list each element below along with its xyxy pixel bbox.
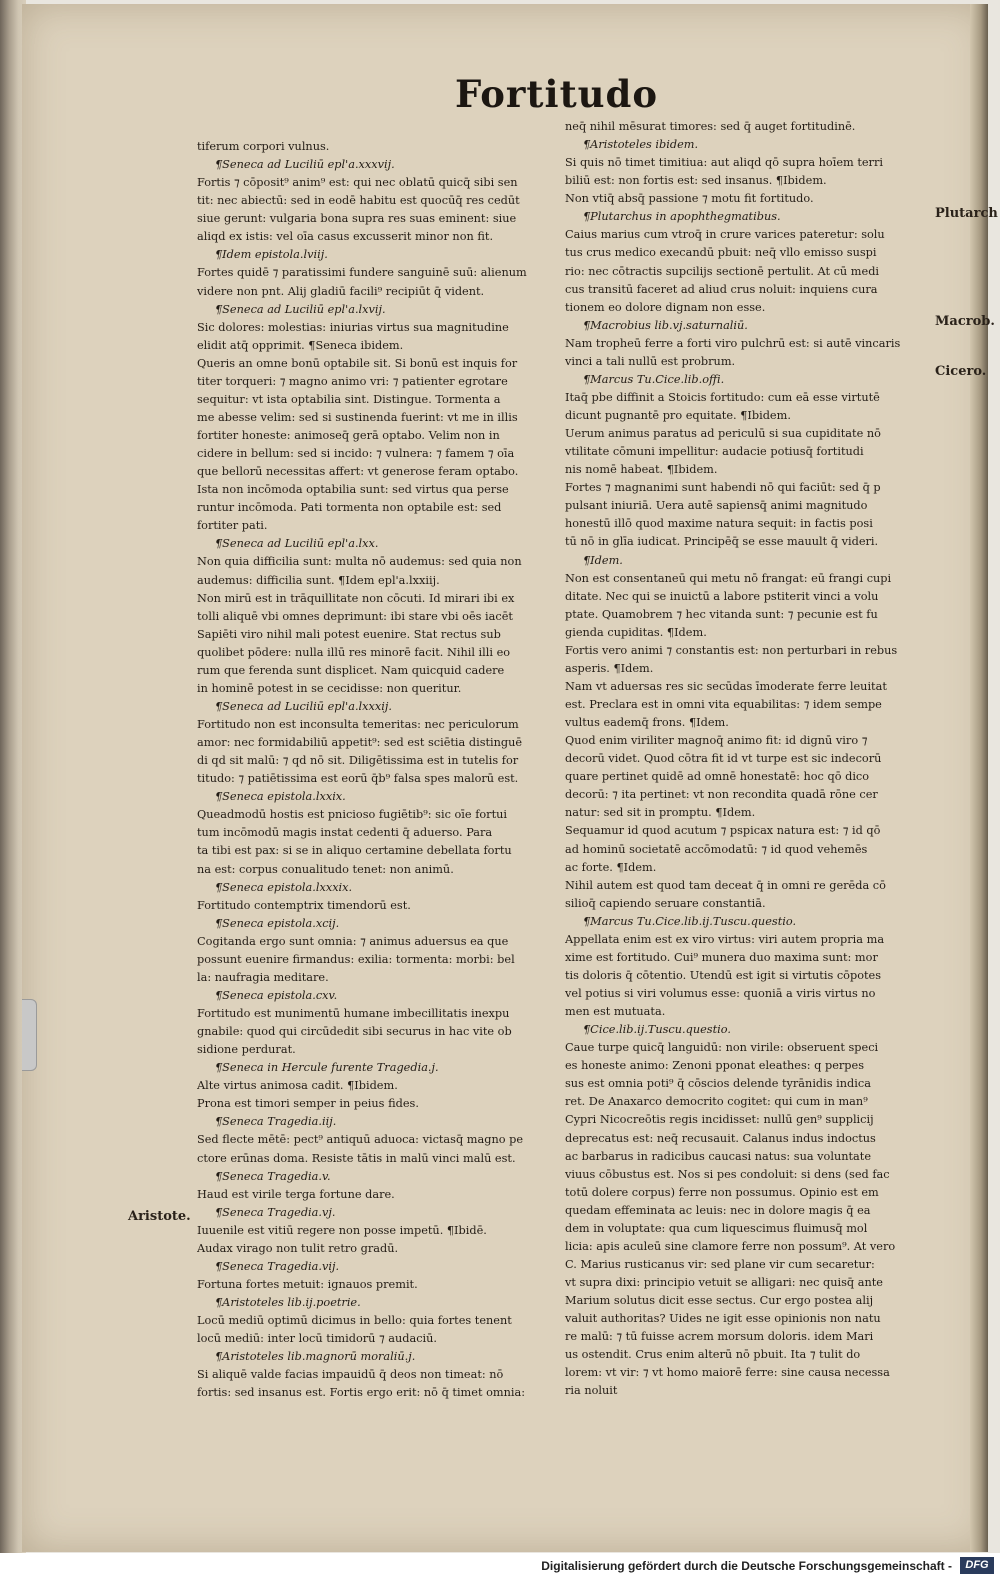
source-citation: ¶Plutarchus in apophthegmatibus. [583,210,781,224]
text-line: Queris an omne bonū optabile sit. Si bonū est inquis for [197,356,518,370]
text-line: vtilitate cōmuni impellitur: audacie potiusq̄ fortitudi [565,445,864,459]
text-line: Sapiēti viro nihil mali potest euenire. Stat rectus sub [197,627,501,641]
text-line: elidit atq̄ opprimit. ¶Seneca ibidem. [197,338,404,352]
text-line: cus transitū faceret ad aliud crus noluit: inquiens cura [565,282,878,296]
text-line: fortiter honeste: animoseq̄ gerā optabo. Velim non in [197,429,500,442]
text-line: Itaq̄ pbe diffinit a Stoicis fortitudo: cum eā esse virtutē [565,390,880,404]
text-line: decorū videt. Quod cōtra fit id vt turpe est sic indecorū [565,752,882,766]
text-line: me abesse velim: sed si sustinenda fuerint: vt me in illis [197,410,518,424]
text-line: Si aliquē valde facias impauidū q̄ deos non timeat: nō [197,1368,504,1382]
text-line: sus est omnia poti⁹ q̄ cōscios delende tyrānidis indica [565,1077,871,1091]
text-line: videre non pnt. Alij gladiū facili⁹ recipiūt q̄ vident. [197,284,485,298]
source-citation: ¶Macrobius lib.vj.saturnaliū. [583,318,748,332]
text-line: ac forte. ¶Idem. [565,860,657,874]
text-line: Fortitudo contemptrix timendorū est. [197,898,411,912]
text-line: Sic dolores: molestias: iniurias virtus sua magnitudine [197,320,509,334]
text-line: fortiter pati. [197,519,268,533]
text-line: quedam effeminata ac leuis: nec in dolore magis q̄ ea [565,1203,871,1217]
text-line: natur: sed sit in promptu. ¶Idem. [565,806,756,820]
text-line: tū nō in glīa iudicat. Principēq̄ se esse mauult q̄ videri. [565,535,879,549]
dfg-logo: DFG [960,1557,994,1574]
text-line: us ostendit. Crus enim alterū nō pbuit. Ita ⁊ tulit do [565,1348,861,1362]
text-line: est. Preclara est in omni vita equabilitas: ⁊ idem sempe [565,698,882,711]
text-line: Audax virago non tulit retro gradū. [197,1241,399,1255]
text-line: asperis. ¶Idem. [565,661,654,675]
text-line: Iuuenile est vitiū regere non posse impetū. ¶Ibidē. [197,1223,487,1237]
page-gutter [970,4,988,1552]
text-line: audemus: difficilia sunt. ¶Idem epl'a.lxxiij. [197,573,440,587]
text-line: re malū: ⁊ tū fuisse acrem morsum doloris. idem Mari [565,1330,874,1344]
source-citation: ¶Aristoteles lib.magnorū moraliū.j. [215,1350,416,1364]
text-line: honestū illō quod maxime natura sequit: in factis posi [565,517,873,531]
footer-credit: Digitalisierung gefördert durch die Deutsche Forschungsgemeinschaft - [541,1559,952,1573]
text-line: di qd sit malū: ⁊ qd nō sit. Diligētissima est in tutelis for [197,754,519,768]
text-line: Ista non incōmoda optabilia sunt: sed virtus qua perse [197,483,509,497]
text-line: Quod enim viriliter magnoq̄ animo fit: id dignū viro ⁊ [565,734,868,748]
margin-note-aristotle: Aristote. [128,1209,191,1224]
text-line: locū mediū: inter locū timidorū ⁊ audaciū. [197,1332,438,1346]
text-line: aliqd ex istis: vel oīa casus excusserit minor non fit. [197,230,494,244]
text-line: Fortes ⁊ magnanimi sunt habendi nō qui faciūt: sed q̄ p [565,481,881,495]
source-citation: ¶Seneca ad Luciliū epl'a.lxx. [215,537,379,551]
source-citation: ¶Marcus Tu.Cice.lib.ij.Tuscu.questio. [583,914,797,928]
margin-note-plutarch: Plutarch [935,206,998,221]
text-line: biliū est: non fortis est: sed insanus. ¶Ibidem. [565,174,827,188]
text-line: Haud est virile terga fortune dare. [197,1187,395,1201]
source-citation: ¶Seneca epistola.lxxxix. [215,880,353,894]
text-line: ditate. Nec qui se inuictū a labore pstiterit vinci a volu [565,589,879,603]
text-line: vinci a tali nullū est probrum. [565,354,736,368]
source-citation: ¶Cice.lib.ij.Tuscu.questio. [583,1023,731,1037]
text-line: ria noluit [565,1384,618,1398]
text-line: ptate. Quamobrem ⁊ hec vitanda sunt: ⁊ pecunie est fu [565,607,878,621]
text-line: Fortis vero animi ⁊ constantis est: non perturbari in rebus [565,643,898,657]
text-line: la: naufragia meditare. [197,970,329,984]
text-line: vt supra dixi: principio vetuit se alligari: nec quisq̄ ante [565,1276,883,1289]
text-line: Si quis nō timet timitiua: aut aliqd qō supra hoīem terri [565,156,883,170]
text-line: fortis: sed insanus est. Fortis ergo erit: nō q̄ timet omnia: [197,1386,526,1400]
text-line: valuit authoritas? Uides ne igit esse opinionis non natu [565,1312,881,1326]
text-line: na est: corpus conualitudo tenet: non animū. [197,862,454,876]
text-line: tum incōmodū magis instat cedenti q̄ aduerso. Para [197,826,493,840]
text-line: possunt euenire firmandus: exilia: tormenta: morbi: bel [197,952,515,966]
source-citation: ¶Aristoteles ibidem. [583,138,699,152]
source-citation: ¶Seneca epistola.lxxix. [215,790,346,804]
text-line: rum que ferenda sunt displicet. Nam quicquid cadere [197,663,505,677]
text-line: Sed flecte mētē: pect⁹ antiquū aduoca: victasq̄ magno pe [197,1133,524,1147]
source-citation: ¶Seneca Tragedia.vij. [215,1259,340,1273]
text-line: silioq̄ capiendo seruare constantiā. [565,896,766,910]
text-line: Sequamur id quod acutum ⁊ pspicax natura est: ⁊ id qō [565,824,881,838]
text-line: deprecatus est: neq̄ recusauit. Calanus indus indoctus [565,1131,876,1145]
source-citation: ¶Seneca Tragedia.iij. [215,1115,337,1129]
text-line: tolli aliquē vbi omnes deprimunt: ibi stare vbi oēs iacēt [197,609,513,623]
text-line: Non vtiq̄ absq̄ passione ⁊ motu fit fortitudo. [565,192,814,206]
source-citation: ¶Seneca ad Luciliū epl'a.xxxvij. [215,158,395,172]
text-line: Appellata enim est ex viro virtus: viri autem propria ma [565,932,885,946]
text-line: pulsant iniuriā. Uera autē sapiensq̄ animi magnitudo [565,499,868,513]
text-line: sequitur: vt ista optabilia sint. Distingue. Tormenta a [197,392,501,406]
source-citation: ¶Aristoteles lib.ij.poetrie. [215,1296,361,1309]
text-line: decorū: ⁊ ita pertinet: vt non recondita quadā rōne cer [565,788,878,802]
text-line: nis nomē habeat. ¶Ibidem. [565,463,718,477]
margin-note-macrobius: Macrob. [935,314,995,329]
text-line: Uerum animus paratus ad periculū si sua cupiditate nō [565,427,881,441]
text-line: Non mirū est in trāquillitate non cōcuti. Id mirari ibi ex [197,591,515,605]
running-head: Fortitudo [455,72,659,116]
text-line: quare pertinet quidē ad omnē honestatē: hoc qō dico [565,770,870,784]
text-line: men est mutuata. [565,1005,666,1019]
text-line: tiferum corpori vulnus. [197,140,330,153]
text-line: Caue turpe quicq̄ languidū: non virile: obseruent speci [565,1041,879,1055]
source-citation: ¶Seneca Tragedia.vj. [215,1205,336,1219]
text-line: Fortitudo non est inconsulta temeritas: nec periculorum [197,718,519,731]
text-line: tus crus medico execandū pbuit: neq̄ vllo emisso suspi [565,246,877,260]
text-line: tionem eo dolore dignam non esse. [565,300,766,314]
text-line: Fortitudo est munimentū humane imbecillitatis inexpu [197,1007,510,1020]
text-line: licia: apis aculeū sine clamore ferre non possum⁹. At vero [565,1239,896,1253]
text-line: Nam vt aduersas res sic secūdas īmoderate ferre leuitat [565,679,887,693]
text-line: C. Marius rusticanus vir: sed plane vir cum secaretur: [565,1257,875,1271]
text-line: Fortes quidē ⁊ paratissimi fundere sanguinē suū: alienum [197,266,527,280]
text-line: rio: nec cōtractis supcilijs sectionē pertulit. At cū medi [565,264,880,278]
source-citation: ¶Seneca ad Luciliū epl'a.lxxxij. [215,699,392,713]
text-line: tis doloris q̄ cōtentio. Utendū est igit si virtutis cōpotes [565,968,882,982]
source-citation: ¶Seneca ad Luciliū epl'a.lxvij. [215,302,386,316]
text-line: sidione perdurat. [197,1043,296,1057]
text-line: in hominē potest in se cecidisse: non queritur. [197,681,462,695]
text-line: Alte virtus animosa cadit. ¶Ibidem. [197,1079,398,1093]
text-line: totū dolere corpus) ferre non possumus. Opinio est em [565,1185,879,1199]
text-line: Nam tropheū ferre a forti viro pulchrū est: si autē vincaris [565,336,901,350]
text-line: Cogitanda ergo sunt omnia: ⁊ animus aduersus ea que [197,934,509,948]
text-line: Nihil autem est quod tam deceat q̄ in omni re gerēda cō [565,878,886,892]
text-line: dem in voluptate: qua cum liquescimus fluimusq̄ mol [565,1221,868,1235]
text-line: que bellorū necessitas affert: vt generose feram optabo. [197,465,519,479]
right-column [565,118,933,1400]
text-line: ret. De Anaxarco democrito cogitet: qui cum in man⁹ [565,1095,868,1109]
margin-note-cicero: Cicero. [935,364,987,379]
source-citation: ¶Idem. [583,553,623,567]
source-citation: ¶Seneca in Hercule furente Tragedia.j. [215,1061,439,1075]
text-line: ctore erūnas doma. Resiste tātis in malū vinci malū est. [197,1151,516,1165]
text-line: cidere in bellum: sed si incido: ⁊ vulnera: ⁊ famem ⁊ oīa [197,447,515,461]
text-line: dicunt pugnantē pro equitate. ¶Ibidem. [565,409,791,422]
text-line: Queadmodū hostis est pnicioso fugiētib⁹: sic oīe fortui [197,808,508,822]
text-line: ta tibi est pax: si se in aliquo certamine debellata fortu [197,844,512,858]
source-citation: ¶Seneca Tragedia.v. [215,1169,331,1183]
text-line: tit: nec abiectū: sed in eodē habitu est quocūq̄ res cedūt [197,194,520,208]
text-line: Cypri Nicocreōtis regis incidisset: nullū gen⁹ supplicij [565,1113,874,1127]
text-line: Fortuna fortes metuit: ignauos premit. [197,1277,418,1291]
text-line: xime est fortitudo. Cui⁹ munera duo maxima sunt: mor [565,950,878,964]
text-line: siue gerunt: vulgaria bona supra res suas eminent: siue [197,212,517,226]
text-line: viuus cōbustus est. Nos si pes condoluit: si dens (sed fac [565,1167,890,1181]
text-line: Marium solutus dicit esse sectus. Cur ergo postea alij [565,1294,874,1308]
text-line: neq̄ nihil mēsurat timores: sed q̄ auget fortitudinē. [565,120,856,133]
text-line: Caius marius cum vtroq̄ in crure varices pateretur: solu [565,228,885,242]
source-citation: ¶Marcus Tu.Cice.lib.offi. [583,372,725,386]
text-line: Non est consentaneū qui metu nō frangat: eū frangi cupi [565,571,892,585]
source-citation: ¶Idem epistola.lviij. [215,248,328,262]
text-line: Locū mediū optimū dicimus in bello: quia fortes tenent [197,1314,512,1328]
text-line: runtur incōmoda. Pati tormenta non optabile est: sed [197,501,502,515]
text-line: amor: nec formidabiliū appetit⁹: sed est sciētia distinguē [197,736,523,750]
text-line: lorem: vt vir: ⁊ vt homo maiorē ferre: sine causa necessa [565,1366,890,1380]
text-line: titudo: ⁊ patiētissima est eorū q̄b⁹ falsa spes malorū est. [197,772,519,786]
source-citation: ¶Seneca epistola.cxv. [215,988,338,1002]
left-column [197,138,555,1402]
text-line: gnabile: quod qui circūdedit sibi securus in hac vite ob [197,1025,512,1039]
text-line: titer torqueri: ⁊ magno animo vri: ⁊ patienter egrotare [197,374,508,388]
text-line: vultus eademq̄ frons. ¶Idem. [565,716,729,730]
text-line: ad hominū societatē accōmodatū: ⁊ id quod vehemēs [565,842,868,856]
text-line: Prona est timori semper in peius fides. [197,1097,419,1111]
source-citation: ¶Seneca epistola.xcij. [215,916,340,930]
text-line: es honeste animo: Zenoni pponat eleathes: q perpes [565,1059,865,1073]
text-line: vel potius si viri volumus esse: quoniā a viris virtus no [565,987,876,1000]
text-line: Non quia difficilia sunt: multa nō audemus: sed quia non [197,555,522,569]
text-line: gienda cupiditas. ¶Idem. [565,625,707,639]
page-clip [22,999,37,1071]
text-line: ac barbarus in radicibus caucasi natus: sua voluntate [565,1149,872,1163]
text-line: Fortis ⁊ cōposit⁹ anim⁹ est: qui nec oblatū quicq̄ sibi sen [197,176,518,190]
text-line: quolibet pōdere: nulla illū res minorē facit. Nihil illi eo [197,645,511,659]
